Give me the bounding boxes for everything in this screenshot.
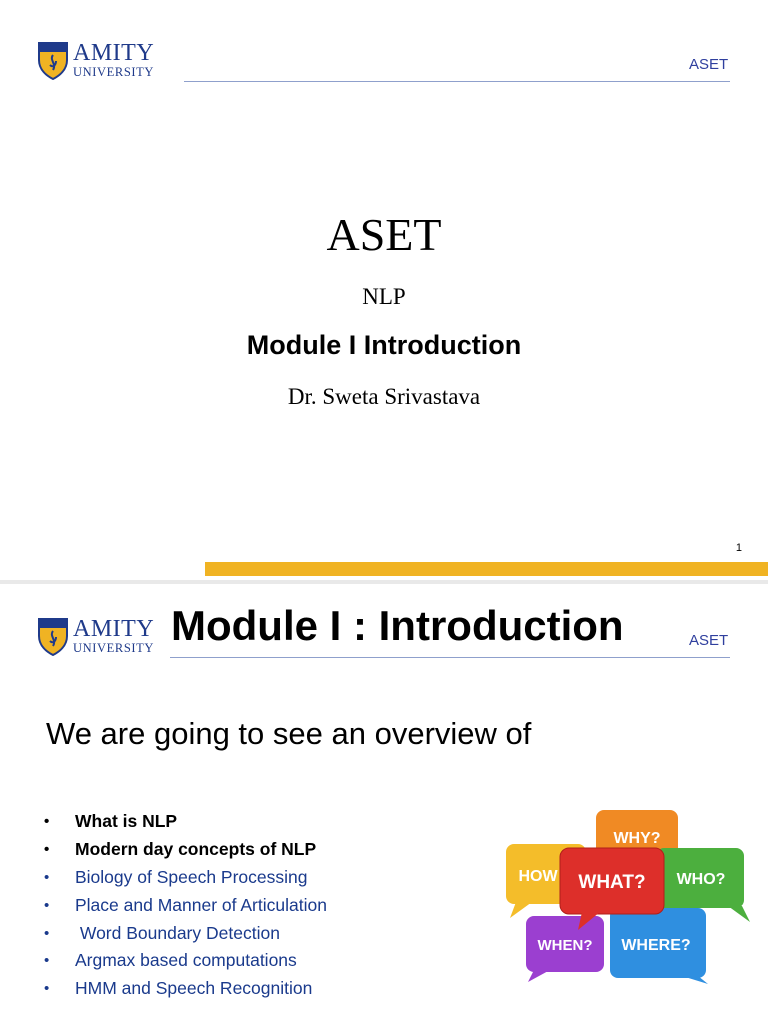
accent-bar bbox=[205, 562, 768, 576]
what-bubble-text: WHAT? bbox=[578, 872, 646, 893]
header-tag: ASET bbox=[689, 632, 729, 649]
list-item-text: Word Boundary Detection bbox=[75, 922, 280, 943]
list-item bbox=[44, 808, 327, 836]
slide-heading: Module I : Introduction bbox=[171, 602, 624, 649]
list-item bbox=[44, 919, 327, 947]
logo-subtitle: UNIVERSITY bbox=[73, 641, 154, 656]
amity-logo bbox=[37, 40, 154, 80]
list-item-text: Argmax based computations bbox=[75, 950, 297, 971]
list-item bbox=[44, 891, 327, 919]
list-item-text: Place and Manner of Articulation bbox=[75, 894, 327, 915]
page-number: 1 bbox=[735, 542, 742, 554]
amity-shield-icon bbox=[37, 40, 69, 80]
bullet-icon: • bbox=[44, 952, 50, 970]
list-item bbox=[44, 836, 327, 864]
logo-name: AMITY bbox=[73, 616, 155, 643]
logo-subtitle: UNIVERSITY bbox=[73, 65, 154, 80]
module-title: Module I Introduction bbox=[246, 330, 522, 360]
bullet-icon: • bbox=[44, 868, 50, 886]
list-item bbox=[44, 864, 327, 892]
header-rule bbox=[170, 657, 730, 658]
when-bubble bbox=[526, 916, 604, 982]
amity-shield-icon bbox=[37, 616, 69, 656]
list-item-text: What is NLP bbox=[75, 811, 178, 832]
list-item bbox=[44, 947, 327, 975]
list-item-text: Biology of Speech Processing bbox=[75, 866, 308, 887]
slide-subtitle: NLP bbox=[362, 284, 406, 309]
list-item bbox=[44, 975, 327, 1003]
overview-slide bbox=[0, 584, 768, 1024]
when-bubble-text: WHEN? bbox=[537, 937, 593, 954]
bullet-icon: • bbox=[44, 924, 50, 942]
list-item-text: HMM and Speech Recognition bbox=[75, 978, 313, 999]
author-name: Dr. Sweta Srivastava bbox=[287, 384, 481, 409]
where-bubble-text: WHERE? bbox=[621, 937, 691, 954]
why-bubble-text: WHY? bbox=[613, 830, 661, 847]
topic-list bbox=[44, 808, 327, 1003]
where-bubble bbox=[610, 908, 708, 984]
logo-name: AMITY bbox=[73, 40, 155, 67]
how-bubble-text: HOW bbox=[518, 868, 558, 885]
list-item-text: Modern day concepts of NLP bbox=[75, 839, 317, 860]
header-rule bbox=[184, 81, 730, 82]
question-bubbles-illustration bbox=[498, 804, 758, 984]
header-tag: ASET bbox=[689, 56, 729, 73]
slide-title: ASET bbox=[326, 209, 442, 260]
overview-intro: We are going to see an overview of bbox=[46, 716, 532, 751]
bullet-icon: • bbox=[44, 841, 50, 859]
bullet-icon: • bbox=[44, 896, 50, 914]
who-bubble-text: WHO? bbox=[676, 871, 726, 888]
bullet-icon: • bbox=[44, 813, 50, 831]
bullet-icon: • bbox=[44, 980, 50, 998]
amity-logo bbox=[37, 616, 154, 656]
